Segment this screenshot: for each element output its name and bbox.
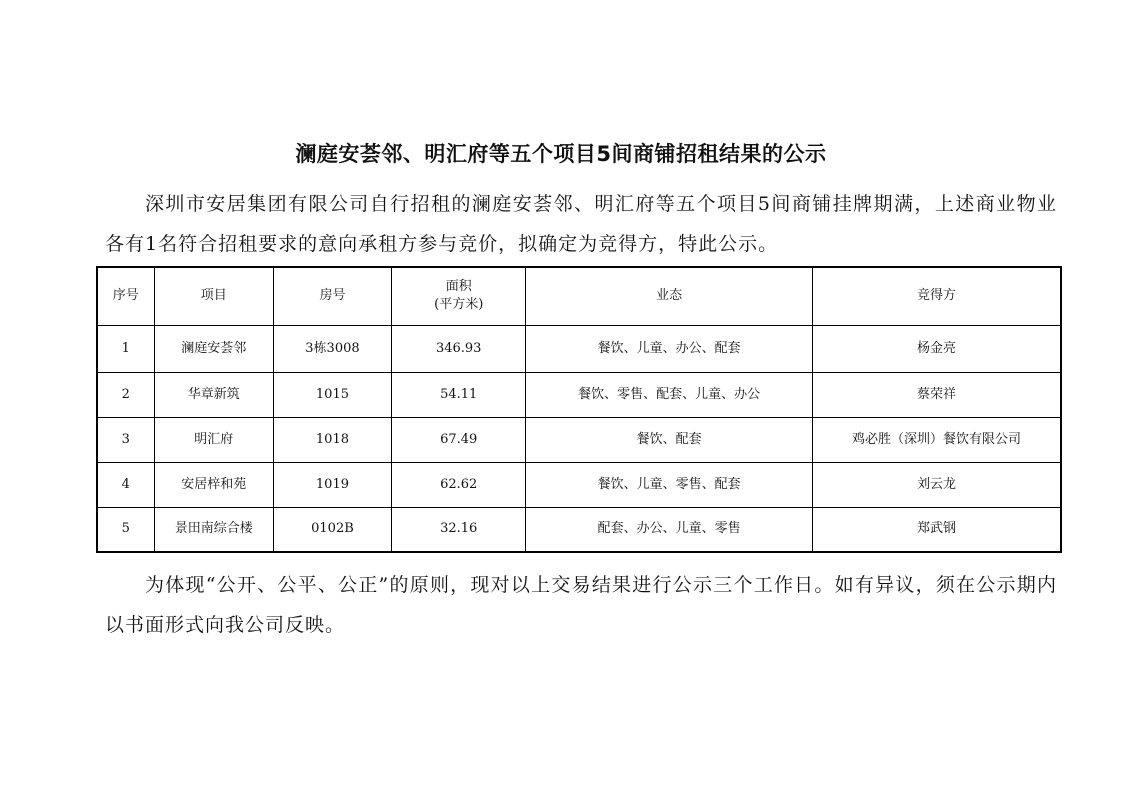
cell-area: 32.16: [392, 507, 526, 552]
cell-business: 餐饮、儿童、零售、配套: [526, 462, 813, 507]
cell-business: 配套、办公、儿童、零售: [526, 507, 813, 552]
cell-project: 明汇府: [154, 417, 273, 462]
cell-area: 62.62: [392, 462, 526, 507]
cell-project: 澜庭安荟邻: [154, 325, 273, 372]
cell-winner: 鸡必胜（深圳）餐饮有限公司: [812, 417, 1061, 462]
table-row: [97, 507, 1061, 552]
header-no: 序号: [97, 267, 154, 325]
cell-no: 3: [97, 417, 154, 462]
table-row: [97, 417, 1061, 462]
header-winner: 竞得方: [812, 267, 1061, 325]
cell-project: 景田南综合楼: [154, 507, 273, 552]
cell-area: 346.93: [392, 325, 526, 372]
cell-business: 餐饮、零售、配套、儿童、办公: [526, 372, 813, 417]
cell-area: 54.11: [392, 372, 526, 417]
header-room: 房号: [273, 267, 391, 325]
document-title: 澜庭安荟邻、明汇府等五个项目5间商铺招租结果的公示: [295, 142, 827, 166]
cell-no: 4: [97, 462, 154, 507]
cell-room: 1015: [273, 372, 391, 417]
table-row: [97, 325, 1061, 372]
cell-business: 餐饮、儿童、办公、配套: [526, 325, 813, 372]
table-row: [97, 372, 1061, 417]
cell-winner: 杨金亮: [812, 325, 1061, 372]
header-project: 项目: [154, 267, 273, 325]
cell-winner: 刘云龙: [812, 462, 1061, 507]
header-area-label: 面积: [445, 279, 472, 295]
notice-paragraph: 为体现“公开、公平、公正”的原则，现对以上交易结果进行公示三个工作日。如有异议，须在公示期内以书面形式向我公司反映。: [105, 574, 1057, 636]
cell-project: 华章新筑: [154, 372, 273, 417]
table-header-row: [97, 267, 1061, 325]
cell-area: 67.49: [392, 417, 526, 462]
cell-room: 0102B: [273, 507, 391, 552]
cell-room: 3栋3008: [273, 325, 391, 372]
intro-paragraph: 深圳市安居集团有限公司自行招租的澜庭安荟邻、明汇府等五个项目5间商铺挂牌期满，上述商业物业各有1名符合招租要求的意向承租方参与竞价，拟确定为竞得方，特此公示。: [105, 193, 1057, 255]
cell-winner: 郑武钢: [812, 507, 1061, 552]
header-area: [392, 267, 526, 325]
cell-room: 1019: [273, 462, 391, 507]
cell-room: 1018: [273, 417, 391, 462]
cell-no: 5: [97, 507, 154, 552]
cell-no: 1: [97, 325, 154, 372]
cell-business: 餐饮、配套: [526, 417, 813, 462]
cell-no: 2: [97, 372, 154, 417]
lease-result-table: [96, 266, 1062, 553]
table-row: [97, 462, 1061, 507]
cell-winner: 蔡荣祥: [812, 372, 1061, 417]
cell-project: 安居梓和苑: [154, 462, 273, 507]
header-business: 业态: [526, 267, 813, 325]
header-area-unit: (平方米): [434, 297, 484, 313]
